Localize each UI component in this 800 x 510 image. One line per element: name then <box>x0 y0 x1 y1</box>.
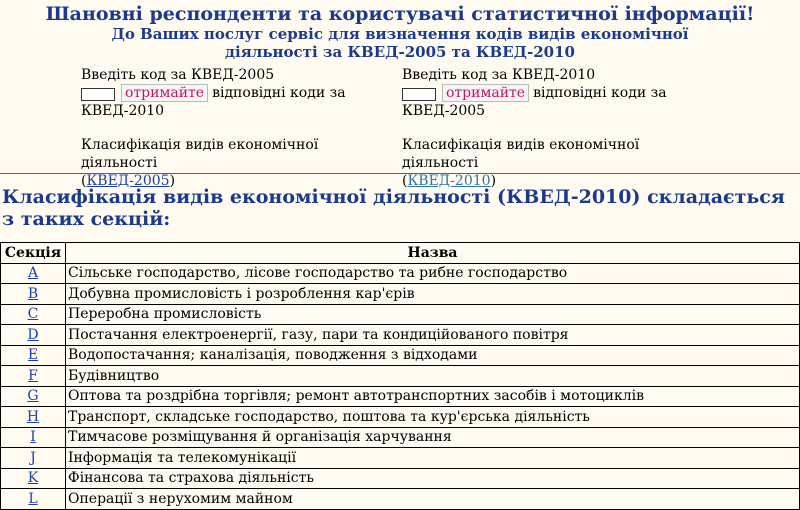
section-code-link[interactable]: F <box>28 367 38 384</box>
table-row <box>1 345 800 366</box>
kved2010-after-button-text: відповідні коди за <box>533 85 667 101</box>
page-subtitle-1: До Ваших послуг сервіс для визначення кодів видів економічної <box>111 25 689 43</box>
section-code-link[interactable]: C <box>27 306 39 323</box>
table-row <box>1 468 800 489</box>
table-row <box>1 284 800 305</box>
column-header-section: Секція <box>1 243 66 264</box>
section-code-link[interactable]: H <box>26 408 40 425</box>
section-code-link[interactable]: I <box>30 429 36 446</box>
section-code-link[interactable]: B <box>27 285 39 302</box>
section-code-link[interactable]: E <box>27 347 39 364</box>
kved2005-get-button[interactable]: отримайте <box>121 84 208 102</box>
kved2005-classification-text: Класифікація видів економічної діяльності <box>81 137 319 171</box>
section-code-link[interactable]: J <box>30 449 36 466</box>
kved2010-get-button[interactable]: отримайте <box>442 84 529 102</box>
code-lookup-forms <box>0 61 800 189</box>
kved2010-code-input[interactable] <box>402 88 436 101</box>
kved2010-link-wrap: (КВЕД-2010) <box>402 173 497 189</box>
kved2010-link[interactable]: КВЕД-2010 <box>407 173 491 189</box>
section-name-cell: Оптова та роздрібна торгівля; ремонт автотранспортних засобів і мотоциклів <box>66 386 800 407</box>
page-header <box>0 0 800 61</box>
section-title: Класифікація видів економічної діяльності (КВЕД-2010) складається з таких секцій: <box>2 186 785 230</box>
section-code-link[interactable]: K <box>27 470 39 487</box>
section-code-cell <box>1 345 66 366</box>
section-name-cell: Транспорт, складське господарство, поштова та кур'єрська діяльність <box>66 407 800 428</box>
kved2005-link[interactable]: КВЕД-2005 <box>86 173 170 189</box>
table-row <box>1 263 800 284</box>
kved2005-target-text: КВЕД-2010 <box>81 103 165 119</box>
section-code-link[interactable]: A <box>27 265 39 282</box>
sections-table <box>0 242 800 510</box>
section-code-cell <box>1 386 66 407</box>
kved2010-classification-text: Класифікація видів економічної діяльності <box>402 137 640 171</box>
section-name-cell: Фінансова та страхова діяльність <box>66 468 800 489</box>
section-name-cell: Сільське господарство, лісове господарство та рибне господарство <box>66 263 800 284</box>
section-code-cell <box>1 468 66 489</box>
section-code-cell <box>1 304 66 325</box>
kved2005-lookup-form <box>81 66 391 190</box>
table-row <box>1 304 800 325</box>
section-code-link[interactable]: L <box>28 490 38 507</box>
kved2010-target-text: КВЕД-2005 <box>402 103 486 119</box>
section-name-cell: Тимчасове розміщування й організація харчування <box>66 427 800 448</box>
section-code-cell <box>1 284 66 305</box>
kved2010-prompt: Введіть код за КВЕД-2010 <box>402 67 596 83</box>
kved2005-code-input[interactable] <box>81 88 115 101</box>
column-header-name: Назва <box>66 243 800 264</box>
section-name-cell: Інформація та телекомунікації <box>66 448 800 469</box>
table-row <box>1 386 800 407</box>
table-header-row <box>1 243 800 264</box>
section-code-cell <box>1 407 66 428</box>
section-code-link[interactable]: G <box>27 388 39 405</box>
kved2010-lookup-form <box>402 66 712 190</box>
section-code-link[interactable]: D <box>27 326 39 343</box>
table-row <box>1 448 800 469</box>
section-code-cell <box>1 366 66 387</box>
table-row <box>1 427 800 448</box>
table-row <box>1 407 800 428</box>
kved2005-after-button-text: відповідні коди за <box>212 85 346 101</box>
kved2005-link-wrap: (КВЕД-2005) <box>81 173 176 189</box>
section-name-cell: Переробна промисловість <box>66 304 800 325</box>
section-name-cell: Операції з нерухомим майном <box>66 489 800 510</box>
section-name-cell: Добувна промисловість і розроблення кар'єрів <box>66 284 800 305</box>
section-code-cell <box>1 325 66 346</box>
section-name-cell: Постачання електроенергії, газу, пари та кондиційованого повітря <box>66 325 800 346</box>
kved2005-prompt: Введіть код за КВЕД-2005 <box>81 67 275 83</box>
section-code-cell <box>1 448 66 469</box>
table-row <box>1 366 800 387</box>
page-subtitle-2: діяльності за КВЕД-2005 та КВЕД-2010 <box>225 43 575 61</box>
section-code-cell <box>1 263 66 284</box>
section-name-cell: Будівництво <box>66 366 800 387</box>
section-name-cell: Водопостачання; каналізація, поводження з відходами <box>66 345 800 366</box>
table-row <box>1 325 800 346</box>
section-code-cell <box>1 427 66 448</box>
page-title: Шановні респонденти та користувачі статистичної інформації! <box>45 3 755 25</box>
